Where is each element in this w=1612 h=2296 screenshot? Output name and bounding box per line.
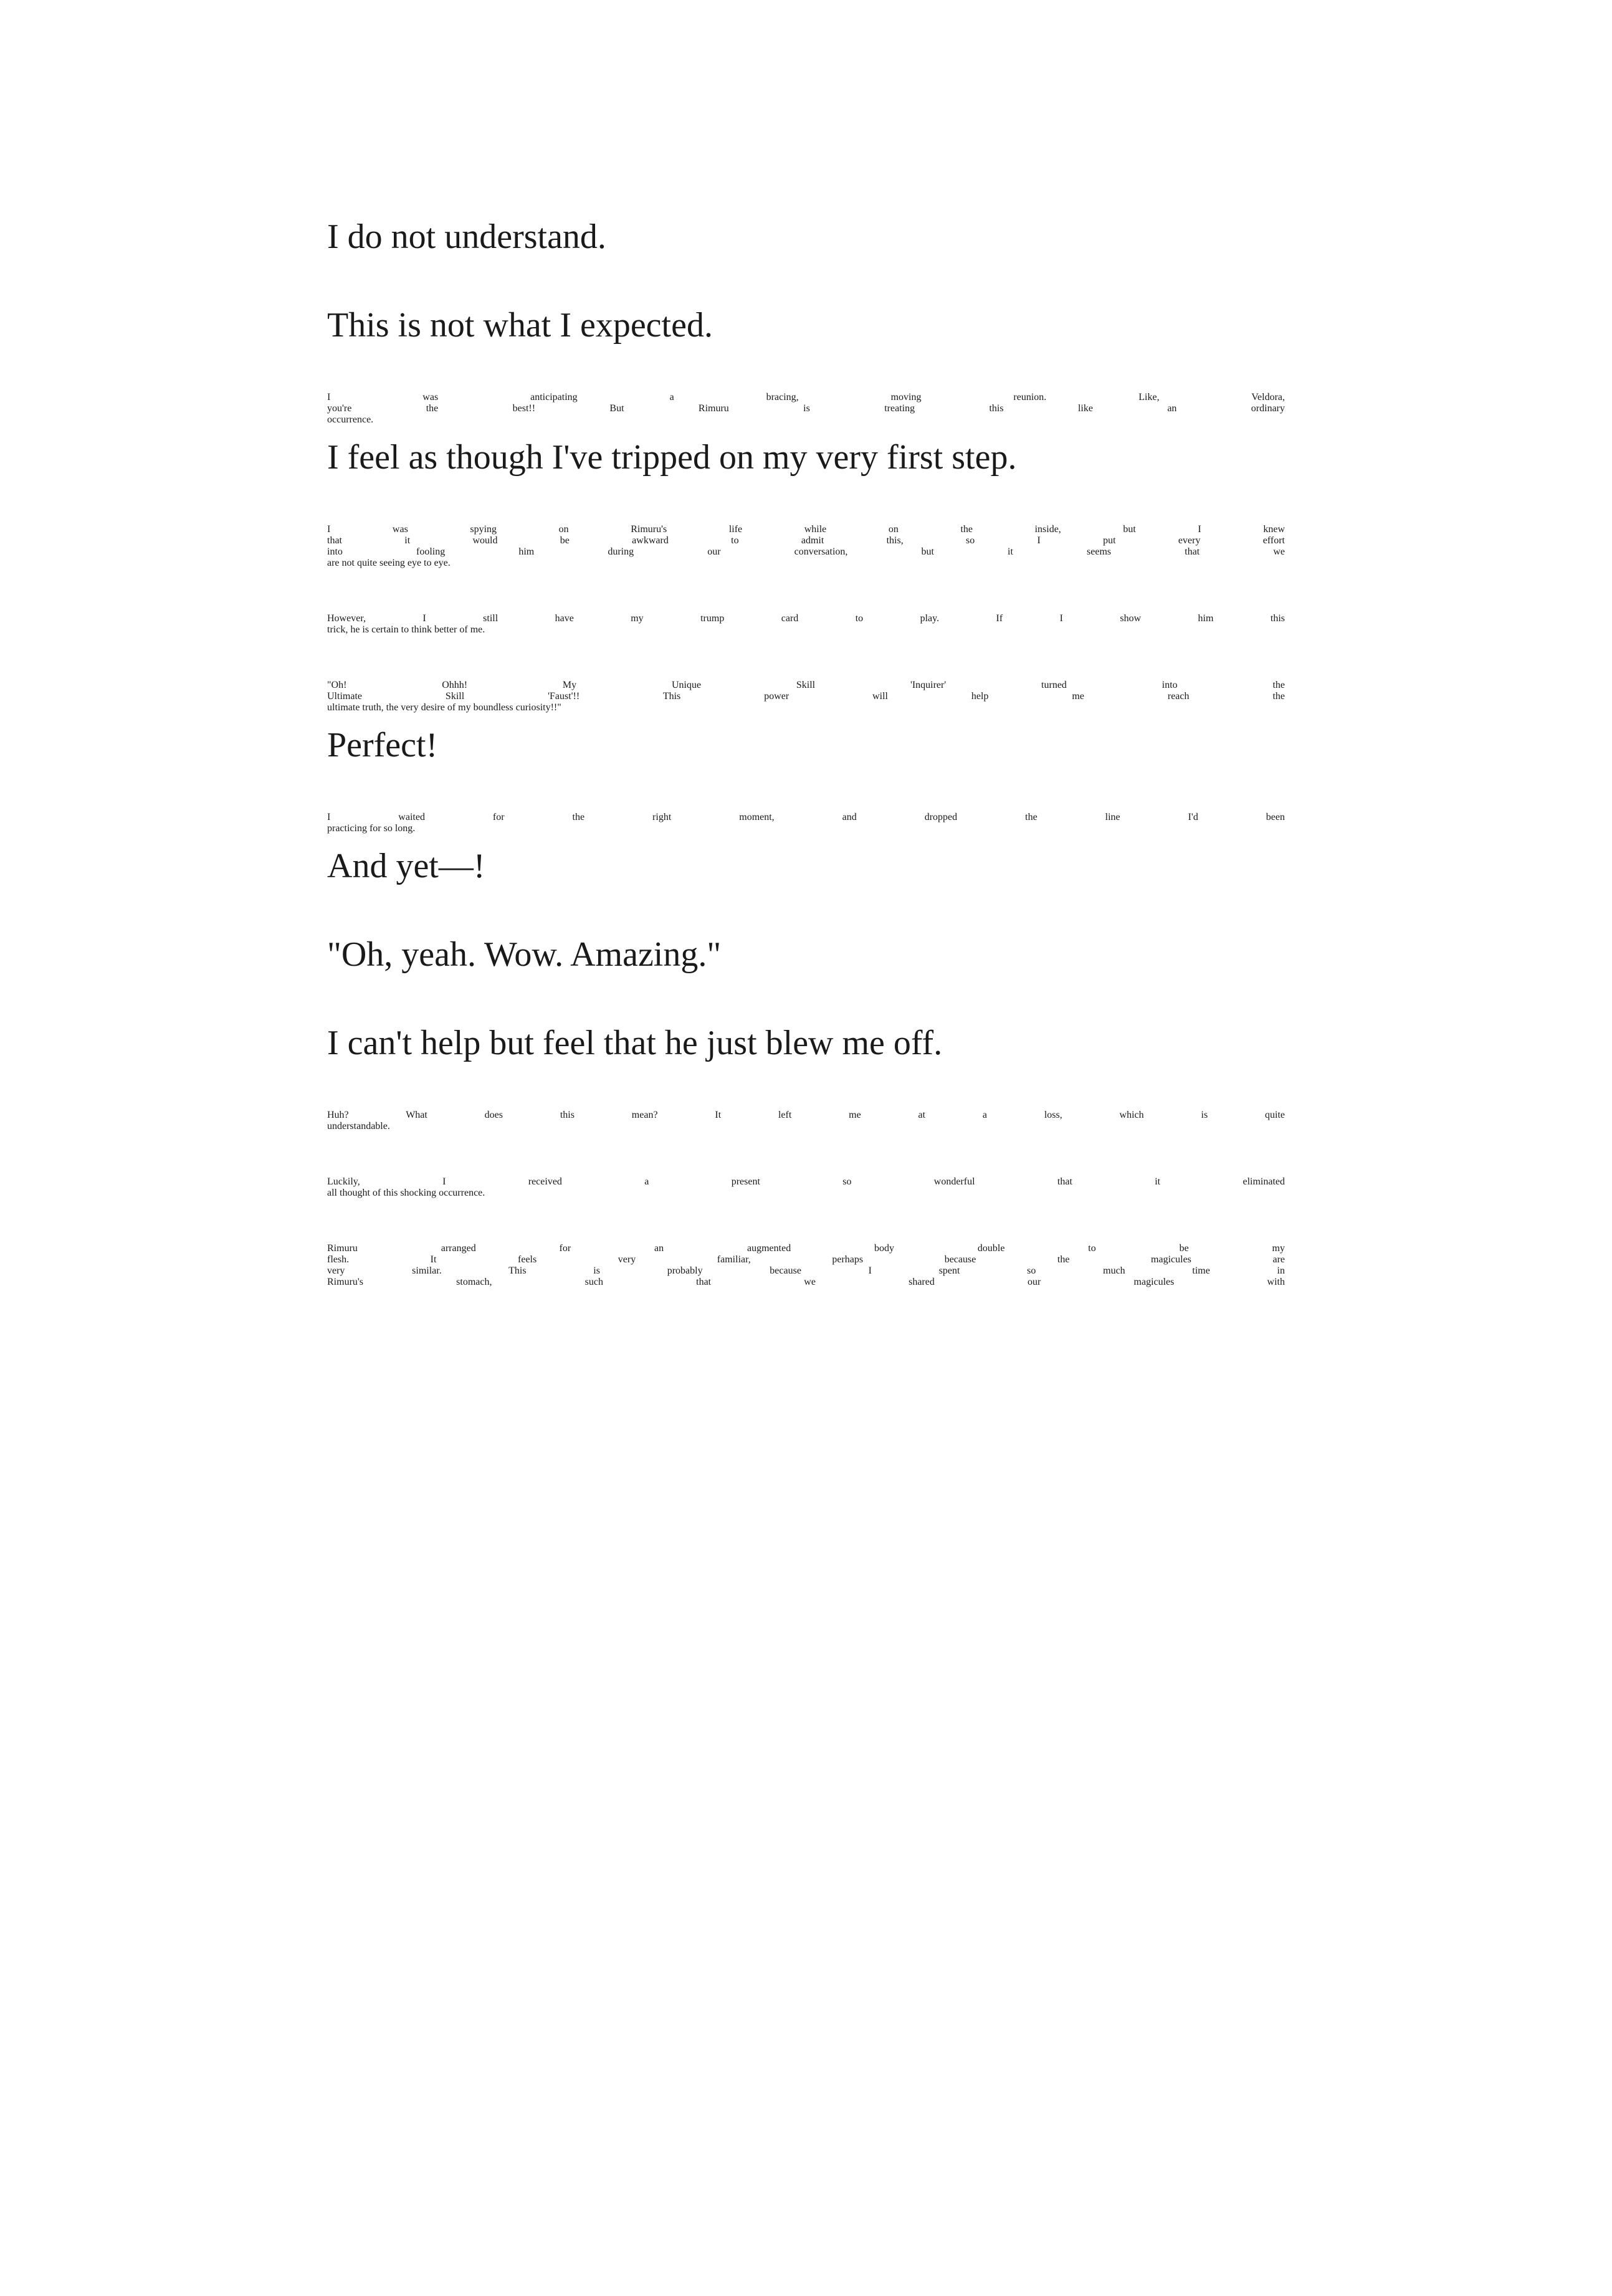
paragraph xyxy=(327,436,1285,480)
text-line: flesh. It feels very familiar, perhaps because the magicules are xyxy=(327,1254,1285,1265)
text-line: Huh? What does this mean? It left me at a loss, which is quite xyxy=(327,1110,1285,1120)
text-line: However, I still have my trump card to play. If I show him this xyxy=(327,613,1285,624)
text-line: understandable. xyxy=(327,1121,390,1131)
text-line: trick, he is certain to think better of me. xyxy=(327,624,485,635)
text-line: Perfect! xyxy=(327,726,438,765)
text-line: I waited for the right moment, and dropped the line I'd been xyxy=(327,812,1285,822)
text-line: I was anticipating a bracing, moving reunion. Like, Veldora, xyxy=(327,392,1285,403)
paragraph xyxy=(327,844,1285,888)
text-line: I do not understand. xyxy=(327,217,606,256)
text-line: very similar. This is probably because I spent so much time in xyxy=(327,1265,1285,1276)
text-line: all thought of this shocking occurrence. xyxy=(327,1188,485,1198)
paragraph xyxy=(327,1021,1285,1065)
text-line: that it would be awkward to admit this, so I put every effort xyxy=(327,535,1285,546)
text-line: Ultimate Skill 'Faust'!! This power will help me reach the xyxy=(327,691,1285,702)
text-line: occurrence. xyxy=(327,414,374,425)
text-line: Rimuru arranged for an augmented body double to be my xyxy=(327,1243,1285,1254)
text-line: And yet—! xyxy=(327,847,485,885)
text-line: I can't help but feel that he just blew me off. xyxy=(327,1024,943,1062)
text-line: ultimate truth, the very desire of my boundless curiosity!!" xyxy=(327,702,561,713)
text-line: you're the best!! But Rimuru is treating this like an ordinary xyxy=(327,403,1285,414)
text-line: into fooling him during our conversation, but it seems that we xyxy=(327,546,1285,557)
text-line: practicing for so long. xyxy=(327,823,416,834)
paragraph xyxy=(327,933,1285,977)
text-line: are not quite seeing eye to eye. xyxy=(327,558,451,568)
text-block xyxy=(327,215,1285,1298)
paragraph xyxy=(327,303,1285,348)
text-line: Luckily, I received a present so wonderful that it eliminated xyxy=(327,1176,1285,1187)
text-line: "Oh, yeah. Wow. Amazing." xyxy=(327,935,722,974)
paragraph xyxy=(327,723,1285,768)
text-line: This is not what I expected. xyxy=(327,306,713,345)
paragraph xyxy=(327,215,1285,259)
text-line: I was spying on Rimuru's life while on the inside, but I knew xyxy=(327,524,1285,535)
text-line: Rimuru's stomach, such that we shared our magicules with xyxy=(327,1277,1285,1287)
text-line: "Oh! Ohhh! My Unique Skill 'Inquirer' turned into the xyxy=(327,680,1285,690)
text-line: I feel as though I've tripped on my very first step. xyxy=(327,438,1017,477)
